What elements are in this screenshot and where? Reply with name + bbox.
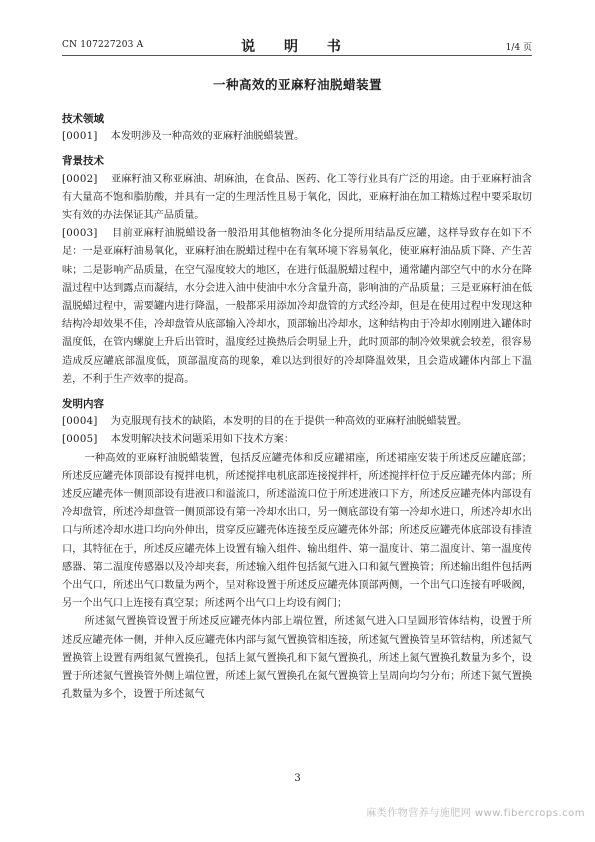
- paragraph-0002: [62, 171, 532, 226]
- paragraph-number: [0003]: [62, 228, 98, 240]
- paragraph-number: [0001]: [62, 131, 98, 143]
- paragraph-0004: [62, 413, 532, 431]
- paragraph-text: 目前亚麻籽油脱蜡设备一般沿用其他植物油冬化分提所用结晶反应罐，这样导致存在如下不足：一是亚麻籽油易氧化，亚麻籽油在脱蜡过程中在有氧环境下容易氧化，使亚麻籽油品质下降、产生苦味；二是影响产品质量，在空气湿度较大的地区，在进行低温脱蜡过程中，通常罐内部空气中的水分在降温过程中达到露点而凝结，水分会进入油中使油中水分含量升高，影响油的产品质量；三是亚麻籽油在低温脱蜡过程中，需要罐内进行降温，一般都采用添加冷却盘管的方式经冷却，但是在使用过程中发现这种结构冷却效果不佳，冷却盘管从底部输入冷却水，顶部输出冷却水，这种结构由于冷却水刚刚进入罐体时温度低，在管内螺旋上升后出管时，温度经过换热后会明显上升，此时顶部的制冷效果就会较差，很容易造成反应罐底部温度低，顶部温度高的现象，难以达到很好的冷却降温效果，且会造成罐体内部上下温差，不利于生产效率的提高。: [62, 228, 532, 385]
- paragraph-0003: [62, 225, 532, 389]
- header-rule: [62, 55, 532, 56]
- section-heading-summary: 发明内容: [62, 398, 104, 411]
- page-indicator: 1/4 页: [505, 43, 532, 53]
- section-heading-background: 背景技术: [62, 155, 104, 168]
- page-header: [62, 37, 532, 53]
- body-paragraph-2: 所述氮气置换管设置于所述反应罐壳体内部上端位置，所述氮气进入口呈圆形管体结构，设置于所述反应罐壳体一侧，并伸入反应罐壳体内部与氮气置换管相连接，所述氮气置换管呈环管结构，所述氮气置换管上设置有两组氮气置换孔，包括上氮气置换孔和下氮气置换孔，所述上氮气置换孔数量为多个，设置于所述氮气置换管外侧上端位置，所述上氮气置换孔在氮气置换管上呈周向均匀分布；所述下氮气置换孔数量为多个，设置于所述氮气: [62, 616, 532, 701]
- paragraph-text: 本发明涉及一种高效的亚麻籽油脱蜡装置。: [110, 131, 305, 143]
- paragraph-number: [0002]: [62, 173, 98, 185]
- document-body: [62, 110, 532, 705]
- paragraph-number: [0005]: [62, 434, 98, 446]
- publication-number: CN 107227203 A: [62, 40, 144, 50]
- section-heading-tech-field: 技术领域: [62, 113, 104, 125]
- body-paragraph-1: 一种高效的亚麻籽油脱蜡装置，包括反应罐壳体和反应罐裙座，所述裙座安装于所述反应罐底部；所述反应罐壳体顶部设有搅拌电机，所述搅拌电机底部连接搅拌杆，所述搅拌杆位于反应罐壳体内部；所述反应罐壳体一侧顶部设有进液口和溢流口，所述溢流口位于所述进液口下方，所述反应罐壳体内部设有冷却盘管，所述冷却盘管一侧顶部设有第一冷却水出口，另一侧底部设有第一冷却水进口，所述冷却水出口与所述冷却水进口均向外伸出，贯穿反应罐壳体连接至反应罐壳体外部；所述反应罐壳体底部设有排渣口，其特征在于，所述反应罐壳体上设置有输入组件、输出组件、第一温度计、第二温度计、第一温度传感器、第二温度传感器以及冷却夹套，所述输入组件包括氮气进入口和氮气置换管；所述输出组件包括两个出气口，所述出气口数量为两个，呈对称设置于所述反应罐壳体顶部两侧，一个出气口连接有呼吸阀，另一个出气口上连接有真空泵；所述两个出气口上均设有阀门；: [62, 452, 532, 610]
- paragraph-number: [0004]: [62, 416, 98, 428]
- paragraph-0005: [62, 431, 532, 449]
- paragraph-text: 亚麻籽油又称亚麻油、胡麻油，在食品、医药、化工等行业具有广泛的用途。由于亚麻籽油含有大量高不饱和脂肪酸，并具有一定的生理活性且易于氧化，因此，亚麻籽油在加工精炼过程中要采取切实有效的办法保证其产品质量。: [62, 173, 532, 222]
- invention-title: 一种高效的亚麻籽油脱蜡装置: [212, 77, 382, 92]
- paragraph-text: 为克服现有技术的缺陷，本发明的目的在于提供一种高效的亚麻籽油脱蜡装置。: [110, 416, 468, 428]
- paragraph-text: 本发明解决技术问题采用如下技术方案：: [110, 434, 295, 446]
- paragraph-0001: [62, 128, 532, 146]
- watermark: 麻类作物营养与施肥网 www.fibercrops.com: [366, 808, 585, 819]
- document-type: 说 明 书: [241, 39, 353, 55]
- page-number: 3: [294, 773, 301, 784]
